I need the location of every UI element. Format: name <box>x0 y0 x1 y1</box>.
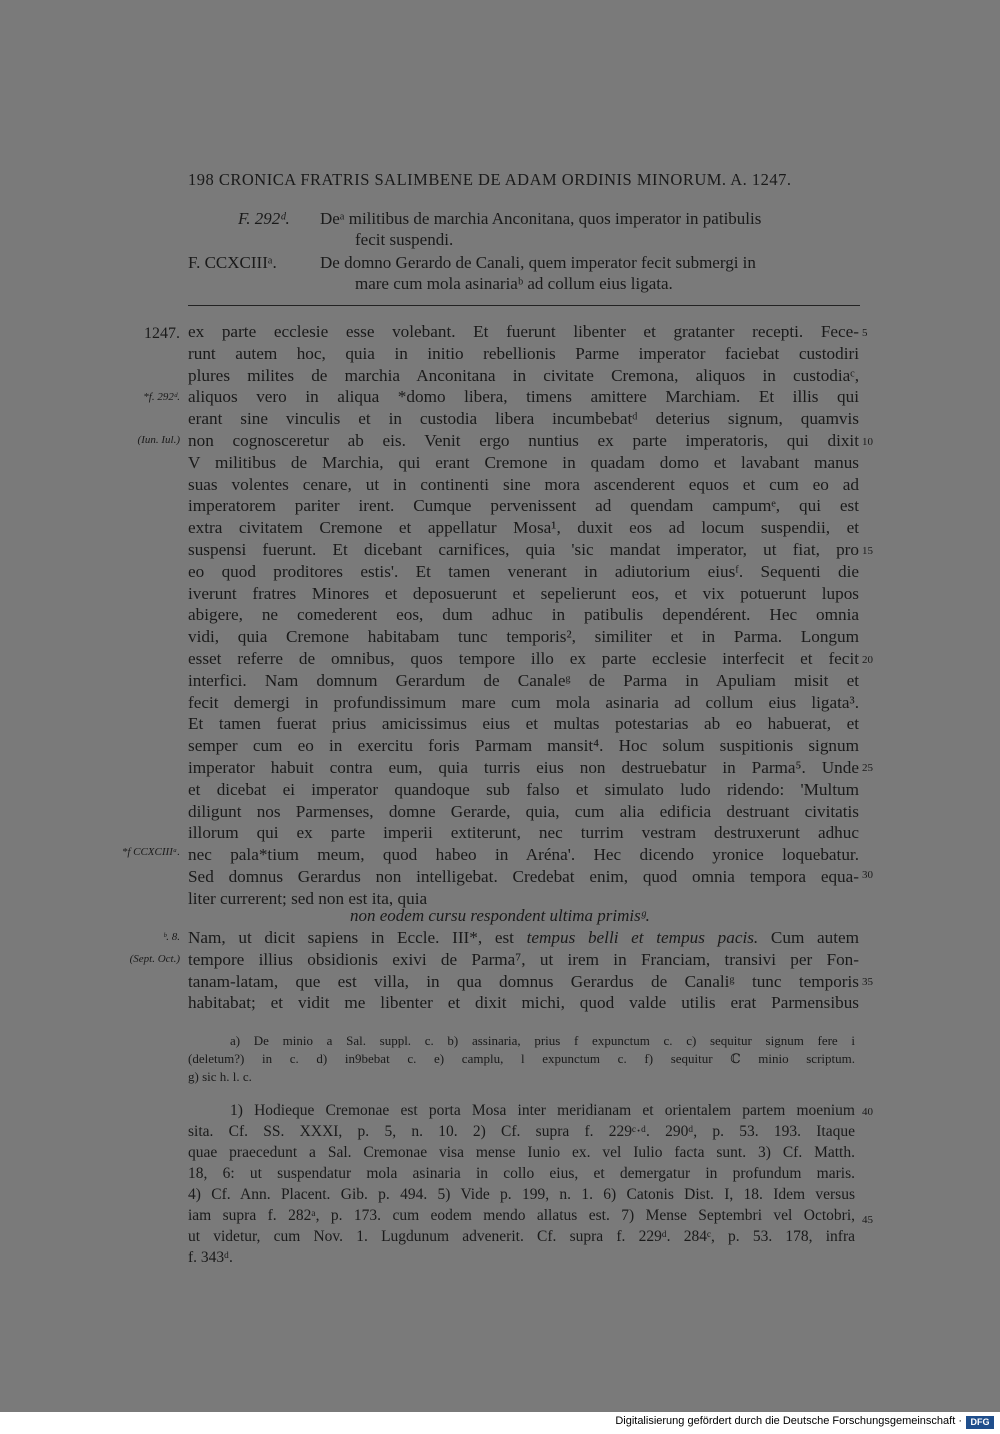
body-line: et dicebat ei imperator quandoque sub falso et simulato ludo ridendo: 'Multum <box>188 779 859 799</box>
body-line: liter currerent; sed non est ita, quia <box>188 888 428 908</box>
line-number: 10 <box>862 436 873 448</box>
body-line: erant sine vinculis et in custodia libera incumbebatᵈ deterius signum, quamvis <box>188 409 859 429</box>
body-line <box>188 950 859 970</box>
footnote-line: quae praecedunt a Sal. Cremonae visa mense Iunio ex. vel Iulio facta sunt. 3) Cf. Matth. <box>188 1144 855 1161</box>
body-line: plures milites de marchia Anconitana in civitate Cremona, aliquos in custodiaᶜ, <box>188 365 859 385</box>
body-line: fecit demergi in profundissimum mare cum mola asinaria ad collum eius ligata³. <box>188 692 859 712</box>
dfg-logo: DFG <box>966 1416 994 1429</box>
summary-1-line1: Deᵃ militibus de marchia Anconitana, quos imperator in patibulis <box>320 209 762 228</box>
footnote-line: 4) Cf. Ann. Placent. Gib. p. 494. 5) Vide p. 199, n. 1. 6) Catonis Dist. I, 18. Idem versus <box>188 1186 855 1203</box>
footnote-line: 1) Hodieque Cremonae est porta Mosa inter meridianam et orientalem partem moenium <box>230 1102 855 1119</box>
body-line: Et tamen fuerat prius amicissimus eius et multas potestarias ab eo habuerat, et <box>188 714 859 734</box>
body-line: illorum qui ex parte imperii extiterunt, nec turrim vestram destruxerunt adhuc <box>188 823 859 843</box>
body-text: tanam-latam, que est villa, in qua domnus Gerardus de Canaliᵍ tunc temporis <box>188 971 859 991</box>
dfg-banner <box>0 1412 1000 1434</box>
running-header: 198 CRONICA FRATRIS SALIMBENE DE ADAM ORDINIS MINORUM. A. 1247. <box>188 170 792 189</box>
body-line: eo quod proditores estis'. Et tamen venerant in adiutorium eiusᶠ. Sequenti die <box>188 561 859 581</box>
body-line <box>188 993 859 1013</box>
body-line: non cognosceretur ab eis. Venit ergo nuntius ex parte imperatoris, qui dixit <box>188 431 859 450</box>
line-number: 15 <box>862 545 873 557</box>
margin-note: *f CCXCIIIᵃ. <box>121 846 180 858</box>
margin-note: *f. 292ᵈ. <box>143 391 180 403</box>
footnote-line: ut videtur, cum Nov. 1. Lugdunum advenerit. Cf. supra f. 229ᵈ. 284ᶜ, p. 53. 178, infra <box>188 1228 855 1245</box>
body-text: Cum autem <box>758 928 859 947</box>
body-line: runt autem hoc, quia in initio rebellionis Parme imperator faciebat custodiri <box>188 343 859 363</box>
body-line: nec pala*tium meum, quod habeo in Aréna'. Hec dicendo yronice loquebatur. <box>188 845 859 865</box>
summary-2-line2: mare cum mola asinariaᵇ ad collum eius ligata. <box>355 274 673 293</box>
summary-1-line2: fecit suspendi. <box>355 230 454 249</box>
body-line: abigere, ne comederent eos, dum adhuc in patibulis dependérent. Hec omnia <box>188 605 859 625</box>
body-line: extra civitatem Cremone et appellatur Mosa¹, duxit eos ad locum suspendii, et <box>188 518 859 538</box>
dfg-text: Digitalisierung gefördert durch die Deutsche Forschungsgemeinschaft · <box>615 1415 962 1427</box>
footnote-line: sita. Cf. SS. XXXI, p. 5, n. 10. 2) Cf. supra f. 229ᶜ·ᵈ. 290ᵈ, p. 53. 193. Itaque <box>188 1123 855 1140</box>
body-text: tempore illius obsidionis exivi de Parma⁷, ut irem in Franciam, transivi per Fon- <box>188 949 859 969</box>
body-line <box>188 928 859 948</box>
body-line: semper cum eo in exercitu foris Parmam mansit⁴. Hoc solum suspitionis signum <box>188 736 859 756</box>
body-text: Nam, ut dicit sapiens in Eccle. III*, est <box>188 928 527 947</box>
body-line: imperator habuit contra eum, quia turris eius non destruebatur in Parma⁵. Unde <box>188 758 859 777</box>
footnote-line: iam supra f. 282ᵃ, p. 173. cum eodem mendo allatus est. 7) Mense Septembri vel Octobri, <box>188 1207 855 1224</box>
margin-note: (Iun. Iul.) <box>137 434 180 446</box>
body-line: iverunt fratres Minores et deposuerunt et sepelierunt eos, et vix potuerunt lupos <box>188 583 859 603</box>
line-number: 35 <box>862 976 873 988</box>
body-line: aliquos vero in aliqua *domo libera, timens amittere Marchiam. Et illis qui <box>188 387 859 407</box>
body-line: suas volentes cenare, ut in continenti sine mora ascenderent equos et cum eo ad <box>188 474 859 494</box>
apparatus-line: g) sic h. l. c. <box>188 1069 252 1084</box>
body-line <box>188 972 859 992</box>
body-line: esset referre de omnibus, quos tempore illo ex parte ecclesie interfecit et fecit <box>188 649 859 668</box>
body-line: vidi, quia Cremone habitabam tunc temporis², similiter et in Parma. Longum <box>188 627 859 647</box>
line-number: 25 <box>862 762 873 774</box>
margin-note: 1247. <box>144 325 180 342</box>
summary-2-line1: De domno Gerardo de Canali, quem imperator fecit submergi in <box>320 253 756 272</box>
margin-note: ᵇ. 8. <box>163 931 180 943</box>
body-text: habitabat; et vidit me libenter et dixit michi, quod valde utilis erat Parmensibus <box>188 993 859 1013</box>
footnote-line: f. 343ᵈ. <box>188 1249 233 1266</box>
body-line: diligunt nos Parmenses, domne Gerarde, quia, cum alia edificia destruant civitatis <box>188 801 859 821</box>
apparatus-line: (deletum?) in c. d) in9bebat c. e) camplu, l expunctum c. f) sequitur ℂ minio scriptum. <box>188 1051 855 1066</box>
margin-note: (Sept. Oct.) <box>129 953 180 965</box>
footnote-line: 18, 6: ut suspendatur mola asinaria in collo eius, et demergatur in profundum maris. <box>188 1165 855 1182</box>
italic-quote: tempus belli et tempus pacis. <box>526 928 759 947</box>
verse-quote: non eodem cursu respondent ultima primisᵍ. <box>350 906 650 925</box>
separator-rule <box>188 305 860 306</box>
line-number: 30 <box>862 869 873 881</box>
body-line: suspensi fuerunt. Et dicebant carnifices, quia 'sic mandat imperator, ut fiat, pro <box>188 540 859 559</box>
body-line: interfici. Nam domnum Gerardum de Canaleᵍ de Parma in Apuliam misit et <box>188 670 859 690</box>
line-number: 40 <box>862 1106 873 1118</box>
body-line: V militibus de Marchia, qui erant Cremone in quadam domo et lavabant manus <box>188 452 859 472</box>
line-number: 20 <box>862 654 873 666</box>
apparatus-line: a) De minio a Sal. suppl. c. b) assinaria, prius f expunctum c. c) sequitur signum fere i <box>230 1033 855 1048</box>
body-line: imperatorem pariter irent. Cumque pervenissent ad quendam campumᵉ, qui est <box>188 496 859 516</box>
body-line: Sed domnus Gerardus non intelligebat. Credebat enim, quod omnia tempora equa- <box>188 867 859 886</box>
body-line: ex parte ecclesie esse volebant. Et fuerunt libenter et gratanter recepti. Fece- <box>188 322 859 341</box>
line-number: 45 <box>862 1214 873 1226</box>
summary-ref-2: F. CCXCIIIᵃ. <box>188 253 277 272</box>
summary-ref-1: F. 292ᵈ. <box>238 209 290 228</box>
line-number: 5 <box>862 327 868 339</box>
